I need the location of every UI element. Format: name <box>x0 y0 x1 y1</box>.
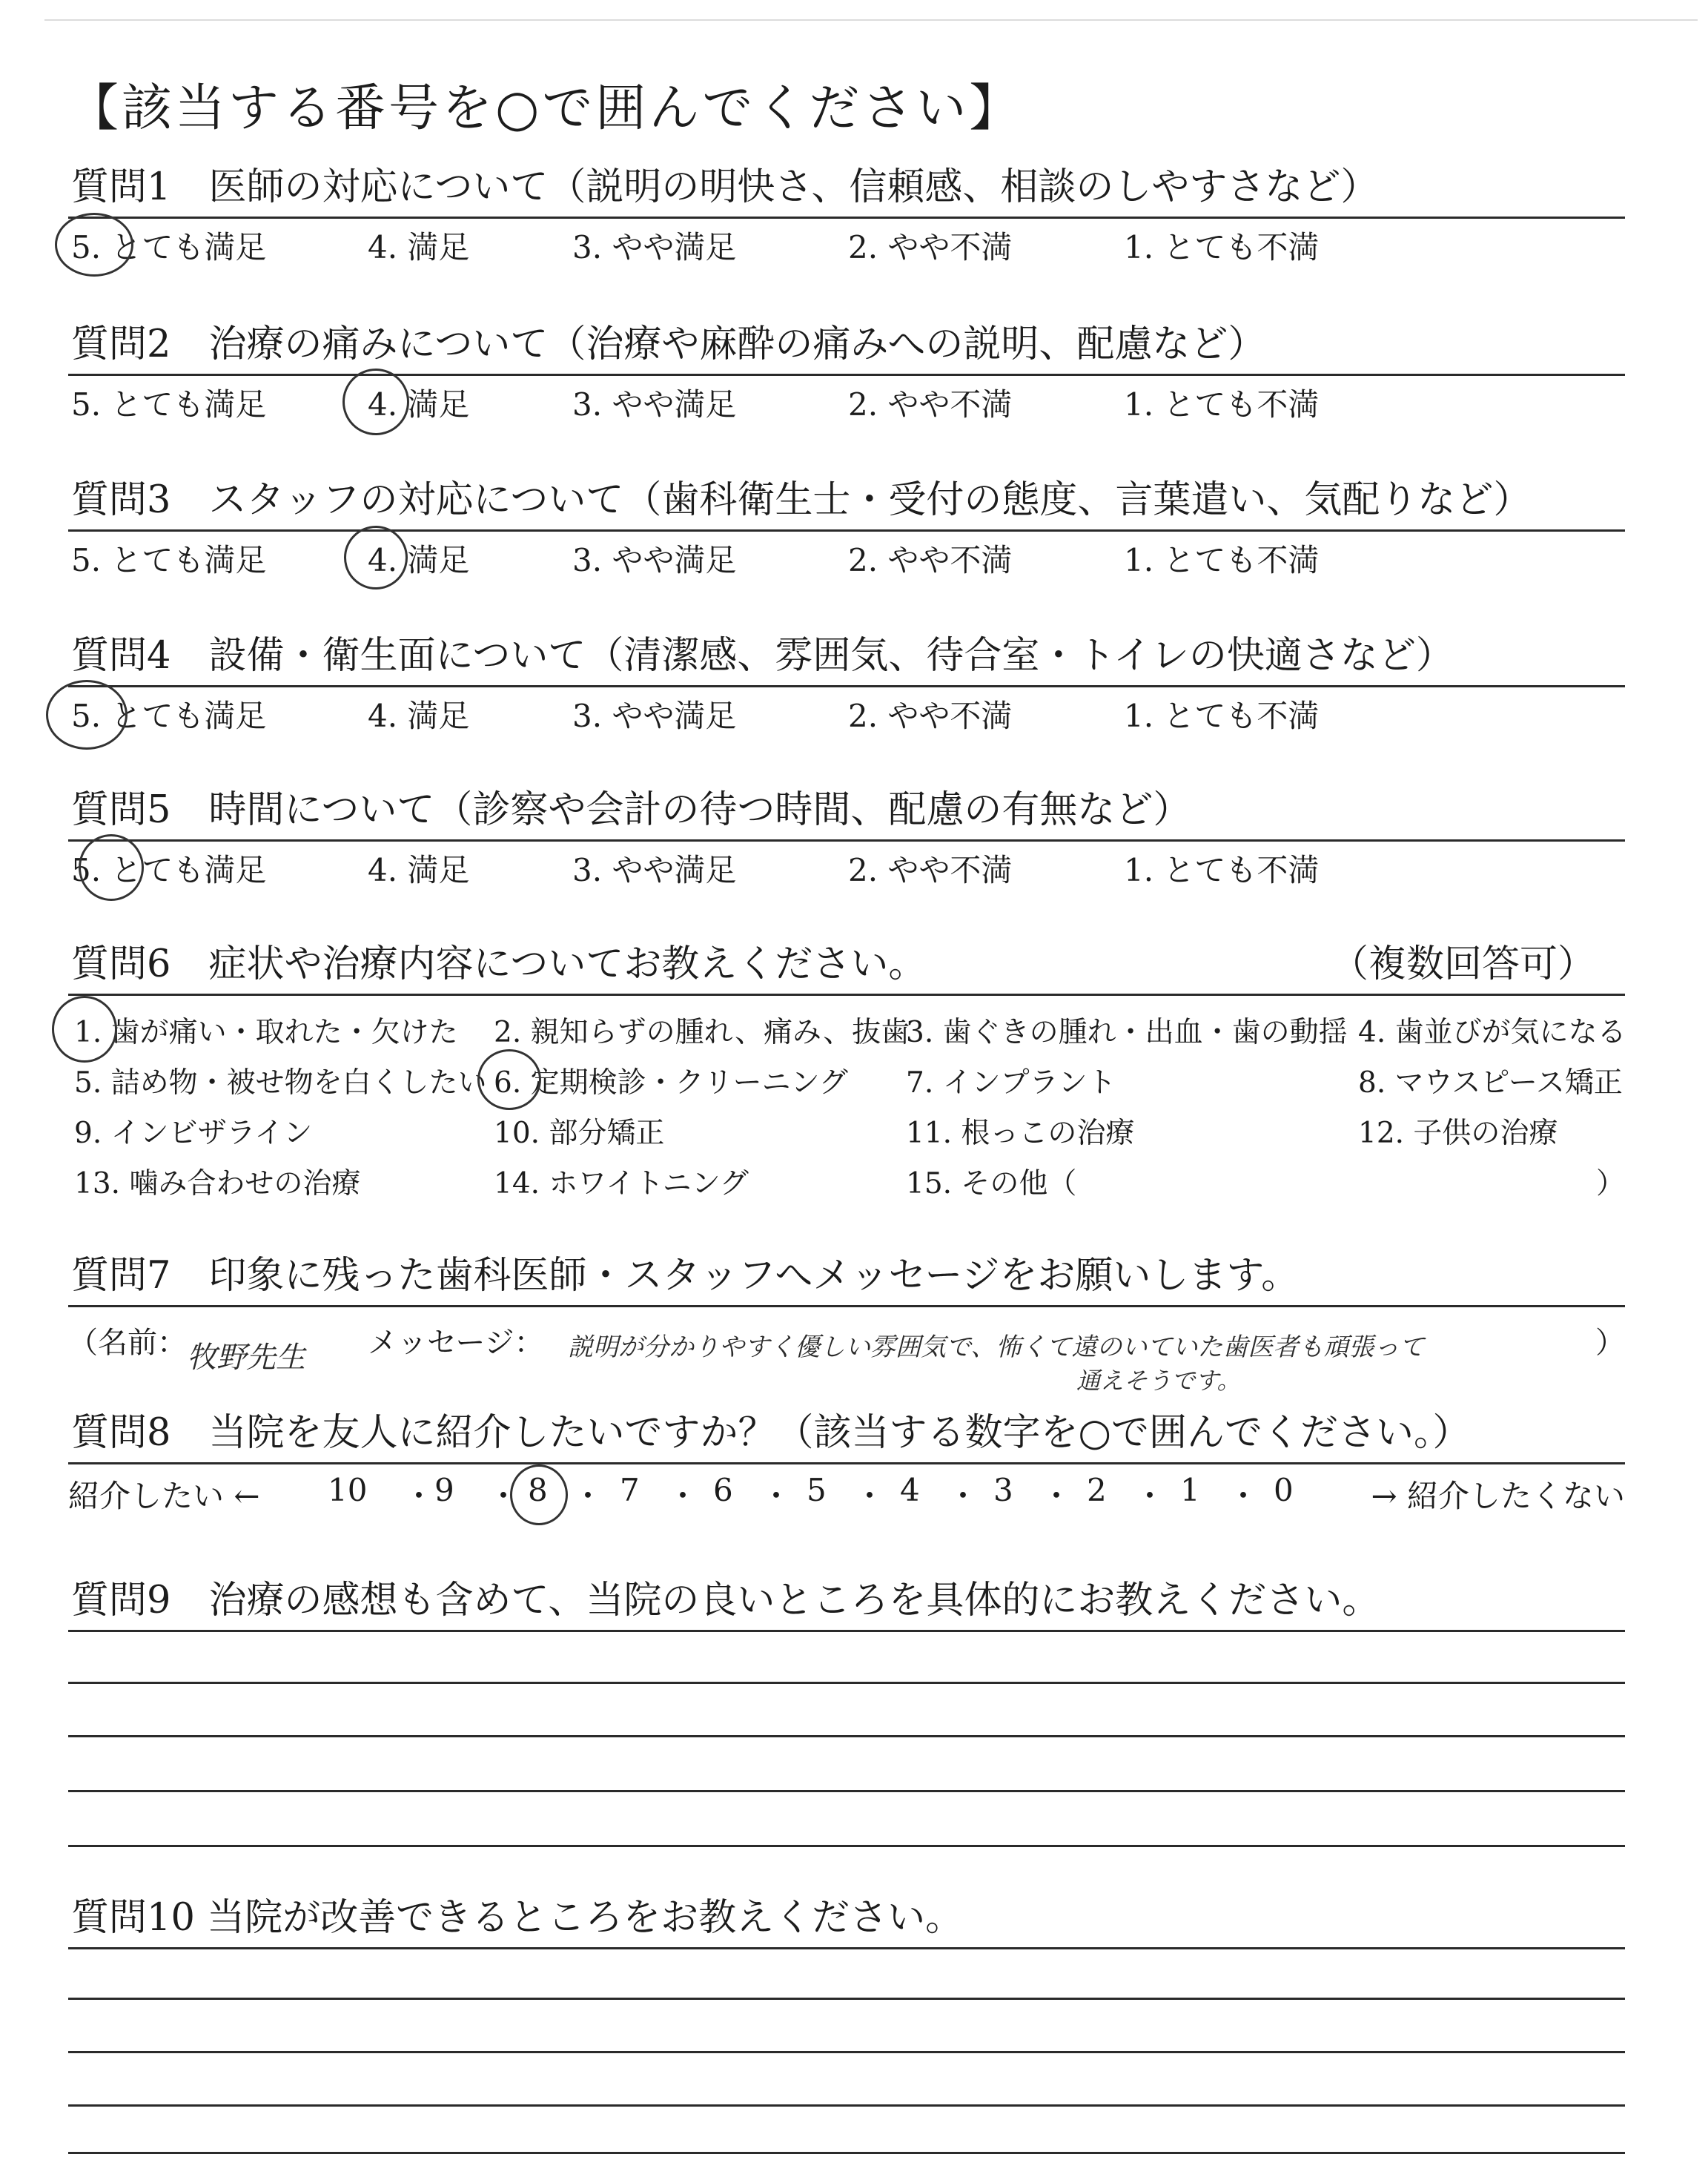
q4-selection-circle <box>46 680 128 750</box>
q6-option-6[interactable]: 6. 定期検診・クリーニング <box>494 1066 848 1100</box>
q9-answer-line[interactable] <box>68 1790 1625 1792</box>
q4-option-3[interactable]: 3. やや満足 <box>572 698 737 734</box>
question-6-title <box>68 940 1625 989</box>
question-7-title: 質問7 印象に残った歯科医師・スタッフへメッセージをお願いします。 <box>71 1254 1300 1298</box>
question-3-title: 質問3 スタッフの対応について（歯科衛生士・受付の態度、言葉遣い、気配りなど） <box>71 478 1532 522</box>
question-8 <box>68 1409 1625 1519</box>
q2-option-5[interactable]: 5. とても満足 <box>71 386 267 423</box>
q8-dot: ・ <box>761 1478 792 1514</box>
q7-message-line-1[interactable]: 説明が分かりやすく優しい雰囲気で、怖くて遠のいていた歯医者も頑張って <box>568 1332 1425 1362</box>
q3-option-1[interactable]: 1. とても不満 <box>1124 542 1320 578</box>
q8-dot: ・ <box>1041 1478 1073 1514</box>
q8-score-1[interactable]: 1 <box>1180 1472 1200 1508</box>
question-10 <box>68 1894 1625 1949</box>
question-1-options <box>68 223 1625 268</box>
question-3-rule <box>68 529 1625 532</box>
question-10-rule <box>68 1947 1625 1949</box>
question-10-title: 質問10 当院が改善できるところをお教えください。 <box>71 1896 964 1940</box>
q6-option-3[interactable]: 3. 歯ぐきの腫れ・出血・歯の動揺 <box>906 1016 1348 1049</box>
question-6-multiple-note: （複数回答可） <box>1330 942 1595 986</box>
q2-option-1[interactable]: 1. とても不満 <box>1124 386 1320 423</box>
q1-option-5[interactable]: 5. とても満足 <box>71 229 267 265</box>
question-6 <box>68 940 1625 1209</box>
question-9 <box>68 1576 1625 1632</box>
q6-option-7[interactable]: 7. インプラント <box>906 1066 1116 1100</box>
question-7 <box>68 1252 1625 1395</box>
question-3 <box>68 476 1625 581</box>
q5-option-2[interactable]: 2. やや不満 <box>848 852 1013 888</box>
q3-option-3[interactable]: 3. やや満足 <box>572 542 737 578</box>
question-4 <box>68 632 1625 736</box>
question-2 <box>68 320 1625 425</box>
q7-name-label: （名前： <box>68 1326 187 1360</box>
q10-answer-line[interactable] <box>68 2104 1625 2107</box>
q8-dot: ・ <box>572 1478 604 1514</box>
q8-score-8[interactable]: 8 <box>528 1472 548 1508</box>
question-7-rule <box>68 1305 1625 1307</box>
q10-answer-line[interactable] <box>68 2051 1625 2053</box>
q4-option-2[interactable]: 2. やや不満 <box>848 698 1013 734</box>
question-7-message-area <box>68 1312 1625 1395</box>
q1-option-2[interactable]: 2. やや不満 <box>848 229 1013 265</box>
q8-score-7[interactable]: 7 <box>620 1472 640 1508</box>
question-1 <box>68 163 1625 268</box>
q8-score-4[interactable]: 4 <box>900 1472 920 1508</box>
question-6-title-text: 質問6 症状や治療内容についてお教えください。 <box>71 942 927 986</box>
q10-answer-line[interactable] <box>68 1998 1625 2000</box>
q10-answer-line[interactable] <box>68 2152 1625 2154</box>
q5-option-1[interactable]: 1. とても不満 <box>1124 852 1320 888</box>
q6-selection-circle-6 <box>477 1049 541 1110</box>
q3-option-2[interactable]: 2. やや不満 <box>848 542 1013 578</box>
q9-answer-line[interactable] <box>68 1735 1625 1737</box>
q7-close-paren: ） <box>1595 1326 1625 1360</box>
q7-name-value[interactable]: 牧野先生 <box>187 1341 305 1375</box>
q8-score-10[interactable]: 10 <box>328 1472 368 1508</box>
q5-option-3[interactable]: 3. やや満足 <box>572 852 737 888</box>
q8-score-0[interactable]: 0 <box>1274 1472 1294 1508</box>
q8-dot: ・ <box>488 1478 520 1514</box>
q2-option-2[interactable]: 2. やや不満 <box>848 386 1013 423</box>
q7-message-label: メッセージ： <box>368 1326 544 1360</box>
q1-option-1[interactable]: 1. とても不満 <box>1124 229 1320 265</box>
q6-option-4[interactable]: 4. 歯並びが気になる <box>1358 1016 1626 1049</box>
question-8-rule <box>68 1462 1625 1464</box>
q6-option-5[interactable]: 5. 詰め物・被せ物を白くしたい <box>74 1066 487 1100</box>
q8-score-6[interactable]: 6 <box>713 1472 733 1508</box>
question-2-options <box>68 380 1625 425</box>
q2-option-4[interactable]: 4. 満足 <box>368 386 470 423</box>
q8-score-5[interactable]: 5 <box>807 1472 827 1508</box>
q6-option-13[interactable]: 13. 噛み合わせの治療 <box>74 1167 361 1200</box>
q8-dot: ・ <box>403 1478 435 1514</box>
question-6-rule <box>68 994 1625 996</box>
question-6-options <box>68 1002 1625 1209</box>
q2-selection-circle <box>342 369 409 435</box>
q6-option-9[interactable]: 9. インビザライン <box>74 1117 313 1150</box>
q1-option-4[interactable]: 4. 満足 <box>368 229 470 265</box>
scan-top-edge <box>44 19 1698 21</box>
q8-score-2[interactable]: 2 <box>1087 1472 1107 1508</box>
q9-answer-line[interactable] <box>68 1845 1625 1847</box>
question-2-title: 質問2 治療の痛みについて（治療や麻酔の痛みへの説明、配慮など） <box>71 323 1266 366</box>
q2-option-3[interactable]: 3. やや満足 <box>572 386 737 423</box>
q6-option-2[interactable]: 2. 親知らずの腫れ、痛み、抜歯 <box>494 1016 910 1049</box>
q6-option-8[interactable]: 8. マウスピース矯正 <box>1358 1066 1623 1100</box>
question-5-title: 質問5 時間について（診察や会計の待つ時間、配慮の有無など） <box>71 788 1191 832</box>
q8-right-label: → 紹介したくない <box>1371 1478 1625 1514</box>
q1-selection-circle <box>55 213 133 277</box>
q6-option-11[interactable]: 11. 根っこの治療 <box>906 1117 1135 1150</box>
form-header: 【該当する番号を○で囲んでください】 <box>68 79 1023 138</box>
q8-dot: ・ <box>1134 1478 1166 1514</box>
q6-selection-circle-1 <box>52 996 117 1063</box>
q6-option-15[interactable]: 15. その他（ <box>906 1167 1077 1200</box>
question-8-scale <box>68 1472 1625 1519</box>
q5-option-4[interactable]: 4. 満足 <box>368 852 470 888</box>
question-3-options <box>68 536 1625 581</box>
q8-dot: ・ <box>1228 1478 1260 1514</box>
q5-selection-circle <box>79 834 144 901</box>
q8-dot: ・ <box>667 1478 699 1514</box>
q9-answer-line[interactable] <box>68 1682 1625 1684</box>
q6-other-close-paren: ） <box>1595 1167 1625 1200</box>
q6-option-10[interactable]: 10. 部分矯正 <box>494 1117 665 1150</box>
question-4-rule <box>68 685 1625 687</box>
q3-option-4[interactable]: 4. 満足 <box>368 542 470 578</box>
q6-option-1[interactable]: 1. 歯が痛い・取れた・欠けた <box>74 1016 458 1049</box>
q4-option-1[interactable]: 1. とても不満 <box>1124 698 1320 734</box>
question-1-rule <box>68 217 1625 219</box>
question-5-rule <box>68 839 1625 842</box>
q3-selection-circle <box>344 526 408 589</box>
question-4-options <box>68 692 1625 736</box>
q6-option-12[interactable]: 12. 子供の治療 <box>1358 1117 1558 1150</box>
q8-dot: ・ <box>854 1478 886 1514</box>
question-4-title: 質問4 設備・衛生面について（清潔感、雰囲気、待合室・トイレの快適さなど） <box>71 634 1454 678</box>
q6-option-14[interactable]: 14. ホワイトニング <box>494 1167 749 1200</box>
question-5 <box>68 786 1625 891</box>
q4-option-4[interactable]: 4. 満足 <box>368 698 470 734</box>
question-1-title: 質問1 医師の対応について（説明の明快さ、信頼感、相談のしやすさなど） <box>71 165 1379 209</box>
q5-option-5[interactable]: 5. とても満足 <box>71 852 267 888</box>
q8-dot: ・ <box>947 1478 979 1514</box>
q3-option-5[interactable]: 5. とても満足 <box>71 542 267 578</box>
q8-left-label: 紹介したい ← <box>68 1478 260 1514</box>
question-2-rule <box>68 374 1625 376</box>
question-5-options <box>68 846 1625 891</box>
q4-option-5[interactable]: 5. とても満足 <box>71 698 267 734</box>
question-9-rule <box>68 1630 1625 1632</box>
q8-score-3[interactable]: 3 <box>993 1472 1013 1508</box>
q1-option-3[interactable]: 3. やや満足 <box>572 229 737 265</box>
question-9-title: 質問9 治療の感想も含めて、当院の良いところを具体的にお教えください。 <box>71 1579 1380 1622</box>
q7-message-line-2[interactable]: 通えそうです。 <box>1076 1367 1241 1395</box>
q8-score-9[interactable]: 9 <box>434 1472 454 1508</box>
q8-selection-circle <box>510 1464 568 1525</box>
question-8-title: 質問8 当院を友人に紹介したいですか？（該当する数字を○で囲んでください。） <box>71 1411 1471 1455</box>
